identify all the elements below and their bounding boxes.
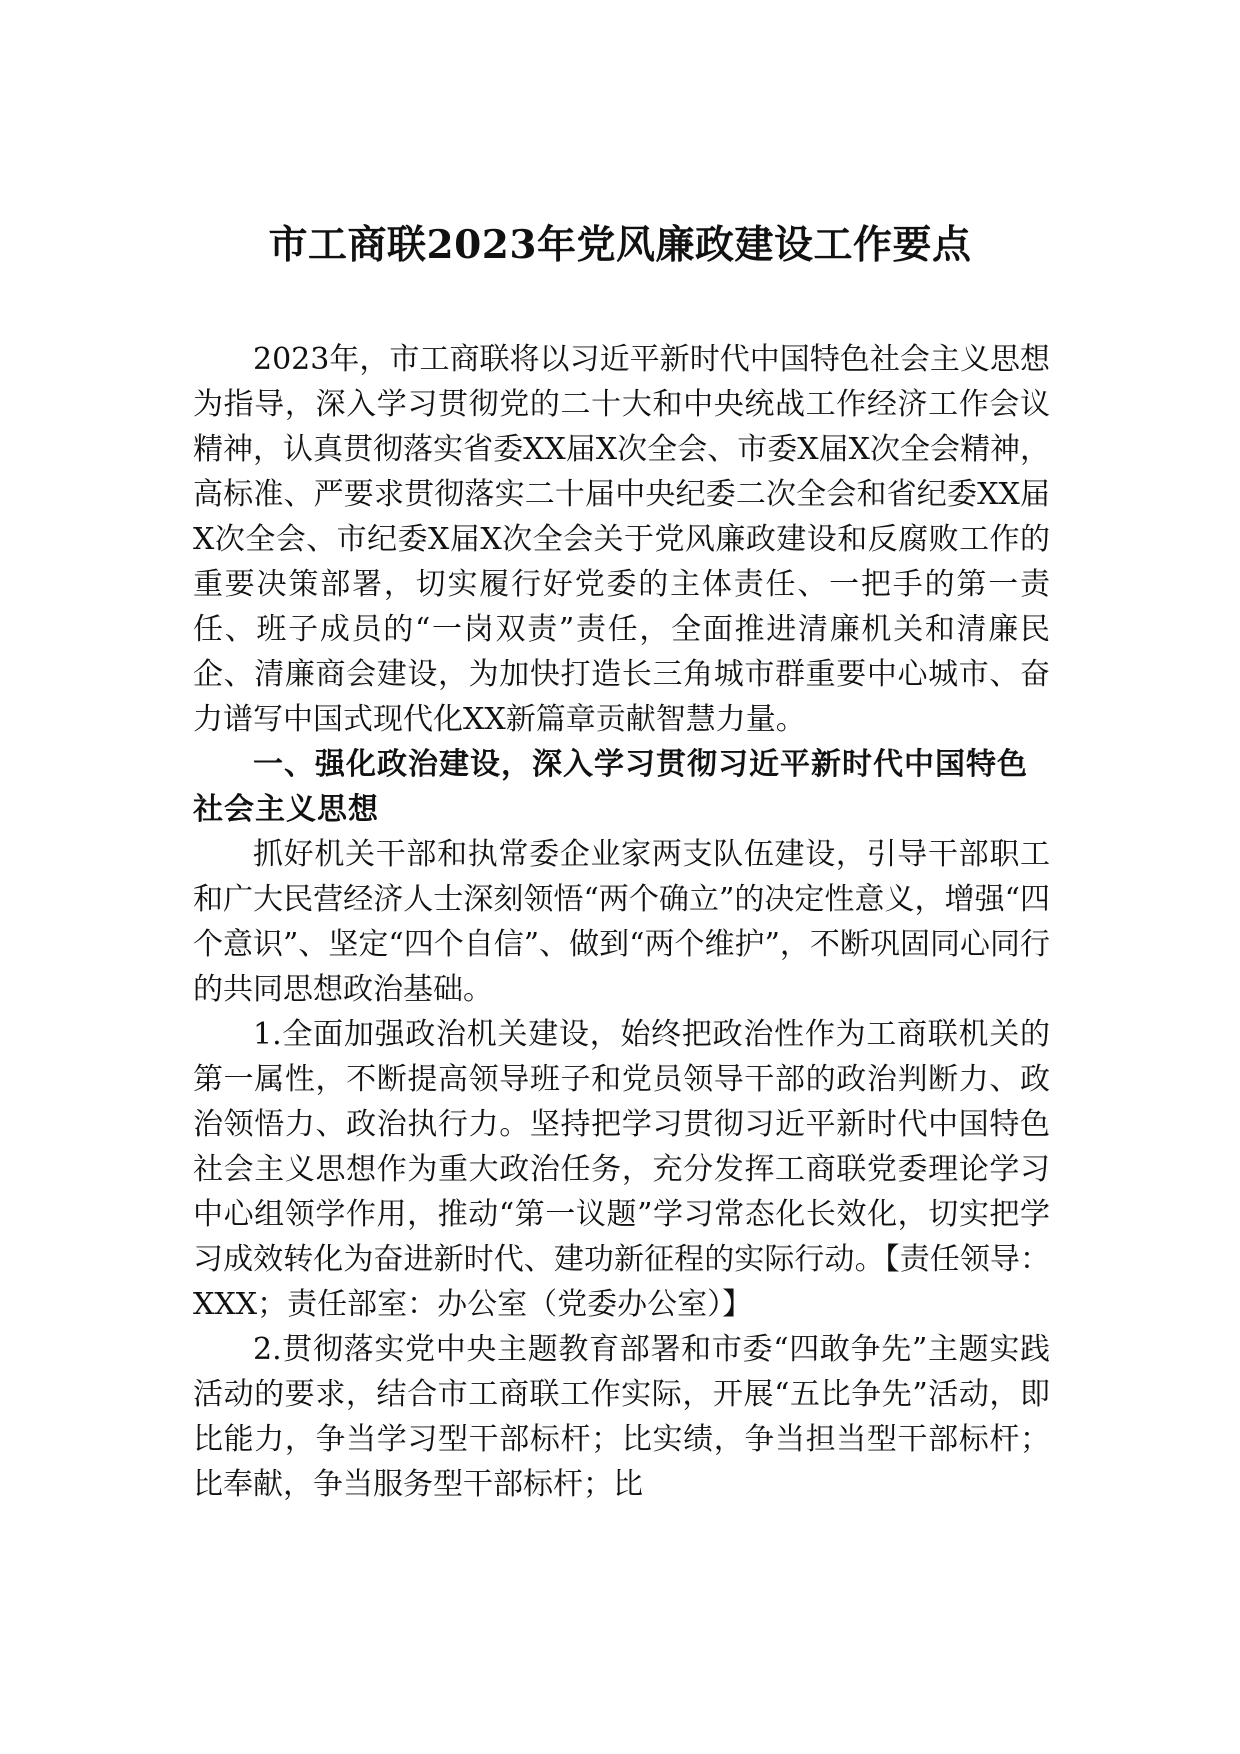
section-1-heading: 一、强化政治建设，深入学习贯彻习近平新时代中国特色社会主义思想 bbox=[193, 747, 1028, 827]
item-1-paragraph: 1.全面加强政治机关建设，始终把政治性作为工商联机关的第一属性，不断提高领导班子和党员领导干部的政治判断力、政治领悟力、政治执行力。坚持把学习贯彻习近平新时代中国特色社会主义思想作为重大政治任务，充分发挥工商联党委理论学习中心组领学作用，推动“第一议题”学习常态化长效化，切实把学习成效转化为奋进新时代、建功新征程的实际行动。【责任领导：XXX；责任部室：办公室（党委办公室）】 bbox=[193, 1017, 1050, 1322]
section-1-intro-paragraph: 抓好机关干部和执常委企业家两支队伍建设，引导干部职工和广大民营经济人士深刻领悟“两个确立”的决定性意义，增强“四个意识”、坚定“四个自信”、做到“两个维护”，不断巩固同心同行的共同思想政治基础。 bbox=[193, 837, 1050, 1007]
intro-paragraph: 2023年，市工商联将以习近平新时代中国特色社会主义思想为指导，深入学习贯彻党的二十大和中央统战工作经济工作会议精神，认真贯彻落实省委XX届X次全会、市委X届X次全会精神，高标准、严要求贯彻落实二十届中央纪委二次全会和省纪委XX届X次全会、市纪委X届X次全会关于党风廉政建设和反腐败工作的重要决策部署，切实履行好党委的主体责任、一把手的第一责任、班子成员的“一岗双责”责任，全面推进清廉机关和清廉民企、清廉商会建设，为加快打造长三角城市群重要中心城市、奋力谱写中国式现代化XX新篇章贡献智慧力量。 bbox=[193, 342, 1050, 737]
document-title: 市工商联2023年党风廉政建设工作要点 bbox=[268, 222, 972, 268]
document-body bbox=[193, 337, 1050, 1507]
item-2-paragraph: 2.贯彻落实党中央主题教育部署和市委“四敢争先”主题实践活动的要求，结合市工商联工作实际，开展“五比争先”活动，即比能力，争当学习型干部标杆；比实绩，争当担当型干部标杆；比奉献，争当服务型干部标杆；比 bbox=[193, 1332, 1050, 1502]
